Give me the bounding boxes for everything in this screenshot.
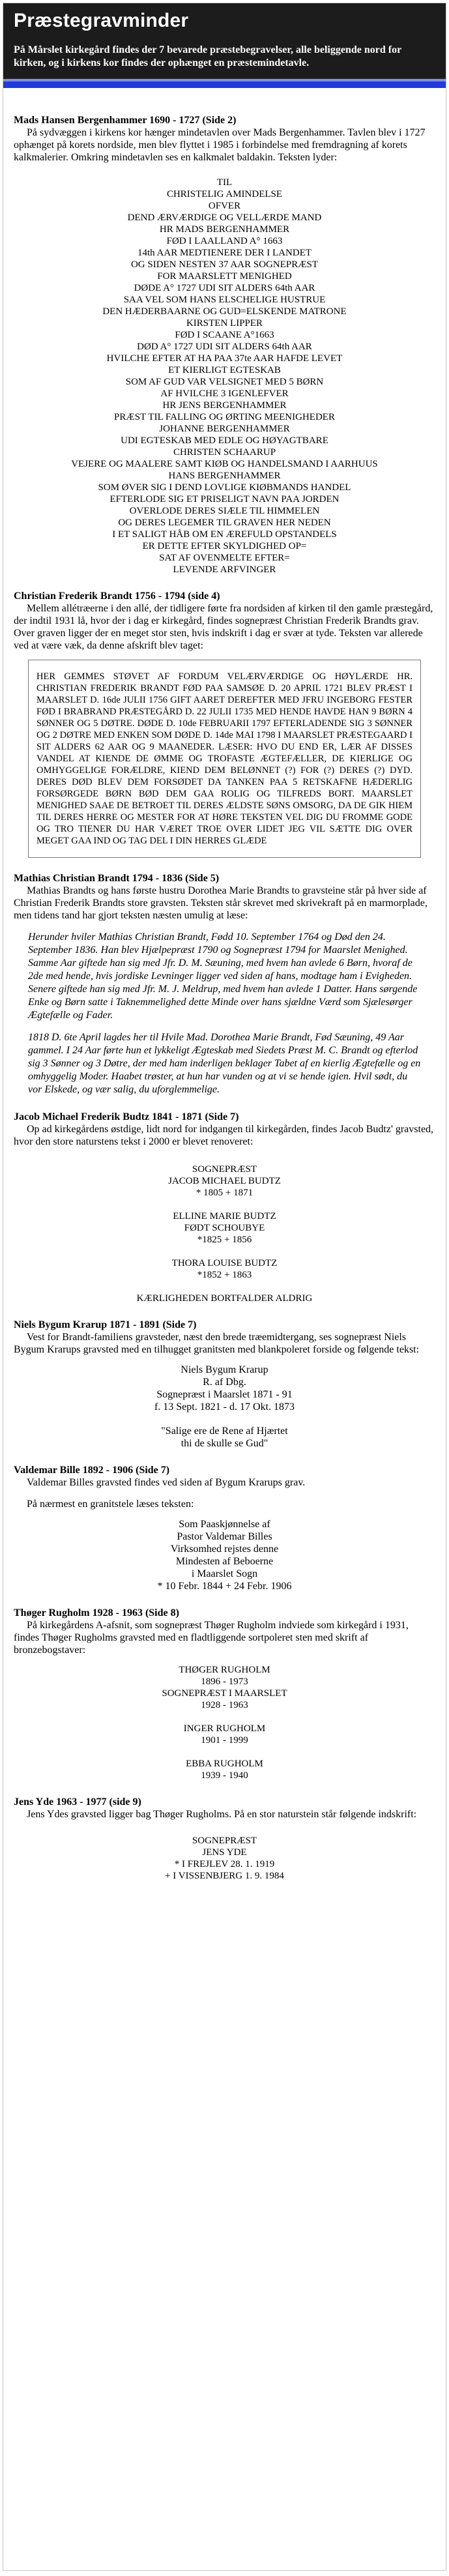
page-title: Præstegravminder [14, 10, 189, 31]
inscription-line: SOGNEPRÆST [192, 1164, 257, 1175]
section-bergenhammer [14, 114, 435, 576]
inscription-line: SAA VEL SOM HANS ELSCHELIGE HUSTRUE [123, 295, 326, 305]
inscription-line: DØD A° 1727 UDI SIT ALDERS 64th AAR [137, 342, 312, 352]
inscription-line: ER DETTE EFTER SKYLDIGHED OP= [142, 541, 307, 551]
inscription-line: Mindesten af Beboerne [175, 1556, 274, 1567]
inscription-line: * 1805 + 1871 [196, 1188, 253, 1198]
inscription [14, 1518, 435, 1592]
inscription-line: HR JENS BERGENHAMMER [162, 400, 287, 411]
inscription-line: Virksomhed rejstes denne [170, 1544, 279, 1555]
section-krarup [14, 1319, 435, 1450]
inscription-line: Pastor Valdemar Billes [177, 1531, 272, 1542]
section-heading: Mathias Christian Brandt 1794 - 1836 (Side 5) [14, 873, 220, 884]
inscription-line: KÆRLIGHEDEN BORTFALDER ALDRIG [136, 1293, 313, 1304]
inscription-line: OFVER [208, 201, 241, 211]
section-yde [14, 1796, 435, 1882]
inscription-line: 1928 - 1963 [201, 1700, 248, 1710]
section-brandt-2 [14, 872, 435, 1096]
section-brandt-1 [14, 590, 435, 858]
inscription-line: 1901 - 1999 [201, 1735, 248, 1746]
inscription-line: FOR MAARSLETT MENIGHED [157, 271, 292, 282]
header-divider [3, 79, 446, 88]
inscription [14, 177, 435, 576]
inscription-line: R. af Dbg. [203, 1377, 246, 1388]
inscription-line: HR MADS BERGENHAMMER [159, 224, 290, 235]
inscription-paragraph: 1818 D. 6te April lagdes her til Hvile Mad. Dorothea Marie Brandt, Fød Sæuning, 49 Aar gammel. I 24 Aar førte hun et lykkeligt Ægteskab med Siedets Præst M. C. Brandt og efterlod sig 3 Sønner og 3 Døtre, der med ham inderligen beklager Tabet af en kierlig Ægtefælle og en omhyggelig Moder. Haabet trøster, at hun har vunden og at vi se hende igien. Hvil sødt, du vor Elskede, og vær salig, du uforglemmelige. [28, 1032, 421, 1095]
inscription-line: ELLINE MARIE BUDTZ [173, 1211, 276, 1222]
inscription-line: f. 13 Sept. 1821 - d. 17 Okt. 1873 [154, 1401, 295, 1412]
inscription-line: FØD I LAALLAND A° 1663 [166, 236, 283, 246]
inscription-line: OG SIDEN NESTEN 37 AAR SOGNEPRÆST [130, 259, 319, 270]
section-text: På sydvæggen i kirkens kor hænger mindetavlen over Mads Bergenhammer. Tavlen blev i 1727 ophænget på korets nordside, men blev flyttet i 1985 i forbindelse med fremdragning af korets kalkmalerier. Omkring mindetavlen ses en kalkmalet baldakin. Teksten lyder: [14, 127, 426, 163]
section-heading: Mads Hansen Bergenhammer 1690 - 1727 (Side 2) [14, 115, 237, 126]
inscription-line: OVERLODE DERES SIÆLE TIL HIMMELEN [129, 506, 320, 516]
inscription-line: FØDT SCHOUBYE [184, 1223, 265, 1233]
inscription-line: I ET SALIGT HÅB OM EN ÆREFULD OPSTANDELS [112, 529, 337, 540]
inscription-line: INGER RUGHOLM [183, 1723, 266, 1734]
section-heading: Jacob Michael Frederik Budtz 1841 - 1871 (Side 7) [14, 1111, 239, 1122]
page-header [3, 3, 446, 79]
inscription-paragraph: Herunder hviler Mathias Christian Brandt, Fødd 10. September 1764 og Død den 24. September 1836. Han blev Hjælpepræst 1790 og Sognepræst 1794 for Maarslet Menighed. Samme Aar giftede han sig med Jfr. D. M. Sæuning, med hvem han avlede 6 Børn, hvoraf de 2de med hende, hvis jordiske Levninger ligger ved siden af hans, modtage ham i Evigheden. Senere giftede han sig med Jfr. M. J. Meldrup, med hvem han avlede 1 Datter. Hans sørgende Enke og Børn satte i Taknemmelighed dette Minde over hans sjældne Værd som Sjælesørger Ægtefælle og Fader. [28, 931, 418, 1021]
inscription-line: DEN HÆDERBAARNE OG GUD=ELSKENDE MATRONE [102, 306, 347, 317]
inscription-line: EBBA RUGHOLM [186, 1759, 263, 1769]
content [3, 88, 446, 1882]
section-budtz [14, 1111, 435, 1304]
inscription-line: SOGNEPRÆST [192, 1836, 257, 1846]
section-text: Jens Ydes gravsted ligger bag Thøger Rugholms. På en stor naturstein står følgende indskrift: [27, 1809, 417, 1820]
inscription [14, 1664, 435, 1781]
inscription-line: EFTERLODE SIG ET PRISELIGT NAVN PAA JORDEN [109, 494, 340, 505]
inscription-line: TIL [216, 177, 233, 188]
section-bille [14, 1464, 435, 1592]
section-text: Vest for Brandt-familiens gravsteder, næst den brede træemidtergang, ses sognepræst Niels Bygum Krarups gravsted med en tilhugget granitsten med blankpoleret forside og følgende tekst: [14, 1332, 420, 1355]
section-heading: Valdemar Bille 1892 - 1906 (Side 7) [14, 1465, 170, 1476]
inscription-line: + I VISSENBJERG 1. 9. 1984 [165, 1871, 284, 1881]
inscription-line: Niels Bygum Krarup [181, 1364, 268, 1375]
inscription-line: HVILCHE EFTER AT HA PAA 37te AAR HAFDE LEVET [106, 353, 343, 364]
inscription-line: 1939 - 1940 [201, 1770, 248, 1781]
inscription-line: *1825 + 1856 [197, 1235, 252, 1245]
inscription [14, 1364, 435, 1450]
section-text: Mellem allétræerne i den allé, der tidligere førte fra nordsiden af kirken til den gamle præstegård, der indtil 1931 lå, hvor der i dag er kirkegård, findes sognepræst Christian Frederik Brandts grav. Over graven ligger der en meget stor sten, hvis indskrift i dag er svær at tyde. Teksten var allerede ved at være væk, da denne afskrift blev taget: [14, 603, 433, 651]
inscription-line: JENS YDE [202, 1847, 247, 1858]
section-text: Valdemar Billes gravsted findes ved siden af Bygum Krarups grav. [27, 1477, 306, 1488]
section-heading: Niels Bygum Krarup 1871 - 1891 (Side 7) [14, 1319, 197, 1330]
section-heading: Christian Frederik Brandt 1756 - 1794 (side 4) [14, 591, 220, 602]
inscription-line: LEVENDE ARFVINGER [173, 564, 276, 575]
inscription-line: DEND ÆRVÆRDIGE OG VELLÆRDE MAND [127, 212, 322, 223]
page [3, 3, 446, 2571]
inscription-line: PRÆST TIL FALLING OG ØRTING MEENIGHEDER [114, 412, 335, 422]
inscription-line: SOGNEPRÆST I MAARSLET [162, 1688, 287, 1699]
inscription-line: thi de skulle se Gud" [181, 1438, 268, 1449]
inscription-line: 14th AAR MEDTIENERE DER I LANDET [137, 248, 312, 258]
section-heading: Thøger Rugholm 1928 - 1963 (Side 8) [14, 1607, 179, 1618]
section-text: Op ad kirkegårdens østdige, lidt nord for indgangen til kirkegården, findes Jacob Budtz' gravsted, hvor den store naturstens tekst i 2000 er blevet renoveret: [14, 1124, 434, 1147]
inscription-line: ET KIERLIGT EGTESKAB [168, 365, 281, 375]
inscription-line: SAT AF OVENMELTE EFTER= [159, 553, 290, 563]
inscription-line: VEJERE OG MAALERE SAMT KIØB OG HANDELSMAND I AARHUUS [71, 459, 378, 469]
inscription-line: CHRISTELIG AMINDELSE [166, 189, 283, 199]
inscription-box: HER GEMMES STØVET AF FORDUM VELÆRVÆRDIGE OG HØYLÆRDE HR. CHRISTIAN FREDERIK BRANDT FØD PAA SAMSØE D. 20 APRIL 1721 BLEV PRÆST I MAARSLET D. 16de JULII 1756 GIFT AARET DEREFTER MED JFRU INGEBORG FESTER FØD I BRABRAND PRÆSTEGÅRD D. 22 JULII 1735 MED HENDE HAVDE HAN 9 BØRN 4 SØNNER OG 5 DØTRE. DØDE D. 10de FEBRUARII 1797 EFTERLADENDE SIG 3 SØNNER OG 2 DØTRE MED ENKEN SOM DØDE D. 14de MAI 1798 I MAARSLET PRÆSTEGAARD I SIT ALDERS 62 AAR OG 9 MAANEDER. LÆSER: HVO DU END ER, LÆR AF DISSES VANDEL AT KIENDE DE ØMME OG TROFASTE ÆGTEFÆLLER, DE KIERLIGE OG OMHYGGELIGE FORÆLDRE, KIEND DEM BELØNNET (?) FOR (?) DERES (?) DYD. DERES DØD BLEV DEM FORSØDET DA TANKEN PAA 5 RETSKAFNE HÆDERLIG FORSØRGEDE BØRN BØD DEM GAA ROLIG OG TILFREDS BORT. MAARSLET MENIGHED SAAE DE BETROET TIL DERES ÆLDSTE SØNS OMSORG, DA DE GIK HIEM TIL DERES HERRE OG MESTER FOR AT HØRE TEKSTEN VEL DIG DU FROMME GODE OG TRO TIENER DU HAR VÆRET TROE OVER LIDET JEG VIL SÆTTE DIG OVER MEGET GAA IND OG TAG DEL I DIN HERRES GLÆDE [28, 660, 421, 858]
inscription-italic [28, 931, 421, 1096]
inscription-line: i Maarslet Sogn [191, 1568, 258, 1579]
inscription-line: UDI EGTESKAB MED EDLE OG HØYAGTBARE [121, 435, 328, 446]
inscription-line: CHRISTEN SCHAARUP [173, 447, 276, 458]
inscription-line: FØD I SCAANE A°1663 [175, 330, 274, 340]
section-heading: Jens Yde 1963 - 1977 (side 9) [14, 1796, 141, 1808]
inscription [14, 1164, 435, 1304]
inscription [14, 1835, 435, 1882]
inscription-line: SOM ØVER SIG I DEND LOVLIGE KIØBMANDS HANDEL [98, 482, 351, 493]
inscription-line: THØGER RUGHOLM [179, 1665, 270, 1675]
inscription-line: THORA LOUISE BUDTZ [171, 1258, 278, 1268]
inscription-line: Som Paaskjønnelse af [179, 1519, 270, 1530]
inscription-line: AF HVILCHE 3 IGENLEFVER [160, 388, 289, 399]
inscription-line: DØDE A° 1727 UDI SIT ALDERS 64th AAR [134, 283, 315, 293]
intro-text: På Mårslet kirkegård findes der 7 bevarede præstebegravelser, alle beliggende nord for kirken, og i kirkens kor findes der ophænget en præstemindetavle. [14, 44, 401, 68]
inscription-line: JOHANNE BERGENHAMMER [159, 424, 290, 434]
inscription-line: * 10 Febr. 1844 + 24 Febr. 1906 [157, 1581, 292, 1592]
inscription-line: SOM AF GUD VAR VELSIGNET MED 5 BØRN [125, 377, 324, 387]
section-text: På kirkegårdens A-afsnit, som sognepræst Thøger Rugholm indviede som kirkegård i 1931, findes Thøger Rugholms gravsted med en fladtliggende sortpoleret sten med skrift af bronzebogstaver: [14, 1620, 409, 1656]
inscription-line: Sognepræst i Maarslet 1871 - 91 [156, 1389, 293, 1400]
inscription-line: OG DERES LEGEMER TIL GRAVEN HER NEDEN [118, 518, 331, 528]
inscription-line: KIRSTEN LIPPER [186, 318, 263, 329]
section-text: På nærmest en granitstele læses teksten: [27, 1499, 194, 1510]
inscription-line: *1852 + 1863 [197, 1270, 252, 1280]
section-text: Mathias Brandts og hans første hustru Dorothea Marie Brandts to gravsteine står på hver side af Christian Frederik Brandts store gravsten. Teksten står skrevet med skrivekraft på en marmorplade, men tidens tand har gjort teksten næsten umulig at læse: [14, 885, 427, 921]
inscription-line: * I FREJLEV 28. 1. 1919 [174, 1859, 275, 1869]
inscription-line: "Salige ere de Rene af Hjærtet [161, 1426, 288, 1437]
inscription-line: HANS BERGENHAMMER [168, 471, 281, 481]
section-rugholm [14, 1607, 435, 1781]
inscription-line: JACOB MICHAEL BUDTZ [168, 1176, 281, 1186]
inscription-line: 1896 - 1973 [201, 1676, 248, 1687]
